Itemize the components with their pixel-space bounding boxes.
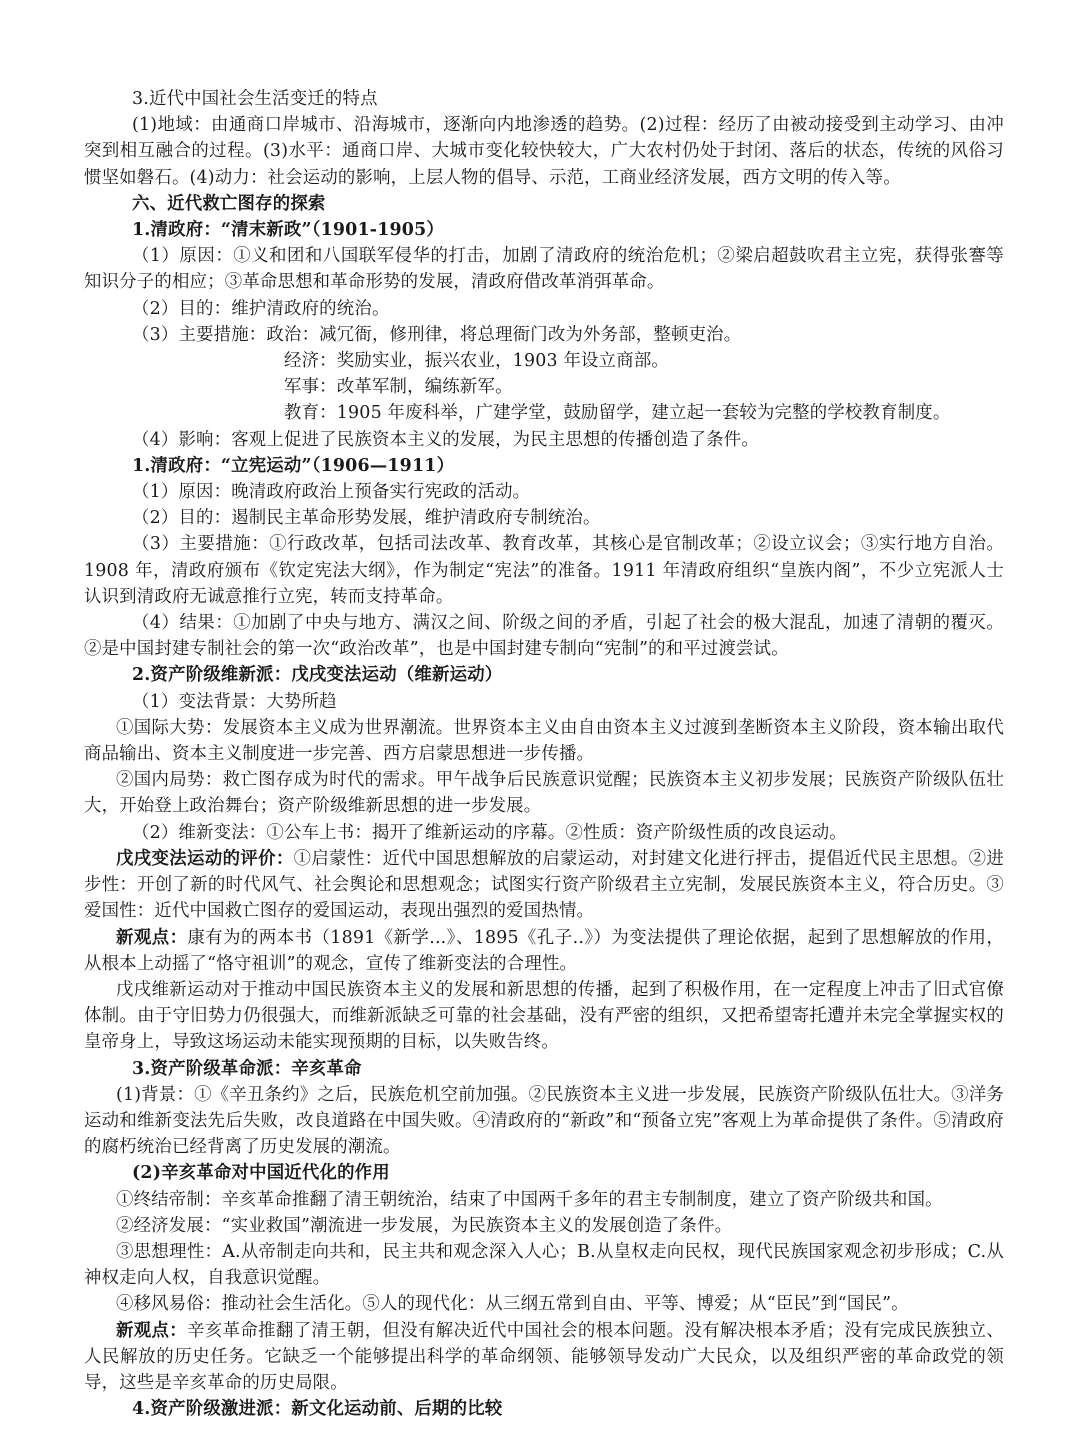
revolution-new-view-label: 新观点： — [116, 1320, 188, 1341]
paragraph-new-policy-politics: （3）主要措施：政治：减冗衙，修刑律，将总理衙门改为外务部，整顿吏治。 — [132, 324, 742, 345]
paragraph-reform-evaluation — [84, 846, 1004, 925]
revolution-new-view-text: 辛亥革命推翻了清王朝，但没有解决近代中国社会的根本问题。没有解决根本矛盾；没有完成民族独立、人民解放的历史任务。它缺乏一个能够提出科学的革命纲领、能够领导发动广大民众，以及组织严密的革命政党的领导，这些是辛亥革命的历史局限。 — [84, 1320, 1004, 1393]
section-heading-social-life: 3.近代中国社会生活变迁的特点 — [132, 89, 378, 109]
paragraph-revolution-new-view — [84, 1318, 1004, 1397]
document-body — [84, 86, 1004, 1422]
paragraph-reform-process: （2）维新变法：①公车上书：揭开了维新运动的序幕。②性质：资产阶级性质的改良运动。 — [132, 822, 847, 843]
section-heading-constitution: 1.清政府：“立宪运动”（1906—1911） — [132, 455, 455, 476]
paragraph-reform-domestic: ②国内局势：救亡图存成为时代的需求。甲午战争后民族意识觉醒；民族资本主义初步发展；民族资产阶级队伍壮大，开始登上政治舞台；资产阶级维新思想的进一步发展。 — [84, 770, 1004, 817]
paragraph-reform-background: （1）变法背景：大势所趋 — [132, 691, 337, 712]
chapter-heading-6: 六、近代救亡图存的探索 — [132, 193, 326, 214]
paragraph-revolution-role-2: ②经济发展：“实业救国”潮流进一步发展，为民族资本主义的发展创造了条件。 — [116, 1215, 733, 1236]
paragraph-new-policy-purpose: （2）目的：维护清政府的统治。 — [132, 298, 390, 319]
section-heading-new-policy: 1.清政府：“清末新政”（1901-1905） — [132, 220, 444, 241]
paragraph-constitution-cause: （1）原因：晚清政府政治上预备实行宪政的活动。 — [132, 482, 531, 503]
paragraph-new-policy-economy: 经济：奖励实业，振兴农业，1903 年设立商部。 — [284, 351, 670, 372]
section-heading-new-culture: 4.资产阶级激进派：新文化运动前、后期的比较 — [132, 1399, 503, 1420]
section-heading-revolution-1911: 3.资产阶级革命派：辛亥革命 — [132, 1058, 362, 1079]
paragraph-reform-international: ①国际大势：发展资本主义成为世界潮流。世界资本主义由自由资本主义过渡到垄断资本主义阶段，资本输出取代商品输出、资本主义制度进一步完善、西方启蒙思想进一步传播。 — [84, 717, 1004, 765]
paragraph-constitution-measures: （3）主要措施：①行政改革，包括司法改革、教育改革，其核心是官制改革；②设立议会；③实行地方自治。1908 年，清政府颁布《钦定宪法大纲》，作为制定“宪法”的准备。1911 年清政府组织“皇族内阁”，不少立宪派人士认识到清政府无诚意推行立宪，转而支持革命。 — [84, 534, 1004, 607]
paragraph-new-policy-education: 教育：1905 年废科举，广建学堂，鼓励留学，建立起一套较为完整的学校教育制度。 — [284, 403, 951, 424]
section-heading-reform-1898: 2.资产阶级维新派：戊戌变法运动（维新运动） — [132, 665, 503, 686]
paragraph-social-life: (1)地域：由通商口岸城市、沿海城市，逐渐向内地渗透的趋势。(2)过程：经历了由被动接受到主动学习、由冲突到相互融合的过程。(3)水平：通商口岸、大城市变化较快较大，广大农村仍处于封闭、落后的状态，传统的风俗习惯坚如磐石。(4)动力：社会运动的影响，上层人物的倡导、示范，工商业经济发展，西方文明的传入等。 — [84, 115, 1004, 188]
paragraph-constitution-result: （4）结果：①加剧了中央与地方、满汉之间、阶级之间的矛盾，引起了社会的极大混乱，加速了清朝的覆灭。②是中国封建专制社会的第一次“政治改革”，也是中国封建专制向“宪制”的和平过渡尝试。 — [84, 613, 1004, 660]
paragraph-revolution-role-4: ④移风易俗：推动社会生活化。⑤人的现代化：从三纲五常到自由、平等、博爱；从“臣民”到“国民”。 — [116, 1294, 909, 1315]
new-view-text: 康有为的两本书（1891《新学...》、1895《孔子..》）为变法提供了理论依据，起到了思想解放的作用，从根本上动摇了“恪守祖训”的观念，宣传了维新变法的合理性。 — [84, 927, 1004, 974]
evaluation-text: ①启蒙性：近代中国思想解放的启蒙运动，对封建文化进行抨击，提倡近代民主思想。②进步性：开创了新的时代风气、社会舆论和思想观念；试图实行资产阶级君主立宪制，发展民族资本主义，符合历史。③爱国性：近代中国救亡图存的爱国运动，表现出强烈的爱国热情。 — [84, 848, 1004, 922]
evaluation-label: 戊戌变法运动的评价： — [116, 848, 294, 869]
subsection-heading-revolution-role: (2)辛亥革命对中国近代化的作用 — [132, 1163, 390, 1184]
new-view-label: 新观点： — [116, 927, 188, 948]
paragraph-new-policy-impact: （4）影响：客观上促进了民族资本主义的发展，为民主思想的传播创造了条件。 — [132, 429, 759, 450]
paragraph-constitution-purpose: （2）目的：遏制民主革命形势发展，维护清政府专制统治。 — [132, 508, 601, 529]
paragraph-revolution-role-3: ③思想理性：A.从帝制走向共和，民主共和观念深入人心；B.从皇权走向民权，现代民族国家观念初步形成；C.从神权走向人权，自我意识觉醒。 — [84, 1241, 1004, 1289]
paragraph-reform-conclusion: 戊戌维新运动对于推动中国民族资本主义的发展和新思想的传播，起到了积极作用，在一定程度上冲击了旧式官僚体制。由于守旧势力仍很强大，而维新派缺乏可靠的社会基础，没有严密的组织，又把希望寄托遭并未完全掌握实权的皇帝身上，导致这场运动未能实现预期的目标，以失败告终。 — [84, 979, 1004, 1053]
paragraph-revolution-role-1: ①终结帝制：辛亥革命推翻了清王朝统治，结束了中国两千多年的君主专制制度，建立了资产阶级共和国。 — [116, 1189, 943, 1210]
paragraph-new-policy-cause: （1）原因：①义和团和八国联军侵华的打击，加剧了清政府的统治危机；②梁启超鼓吹君主立宪，获得张謇等知识分子的相应；③革命思想和革命形势的发展，清政府借改革消弭革命。 — [84, 246, 1004, 293]
paragraph-reform-new-view — [84, 925, 1004, 977]
paragraph-new-policy-military: 军事：改革军制，编练新军。 — [284, 377, 513, 398]
paragraph-revolution-background: (1)背景：①《辛丑条约》之后，民族危机空前加强。②民族资本主义进一步发展，民族资产阶级队伍壮大。③洋务运动和维新变法先后失败，改良道路在中国失败。④清政府的“新政”和“预备立宪”客观上为革命提供了条件。⑤清政府的腐朽统治已经背离了历史发展的潮流。 — [84, 1084, 1004, 1158]
